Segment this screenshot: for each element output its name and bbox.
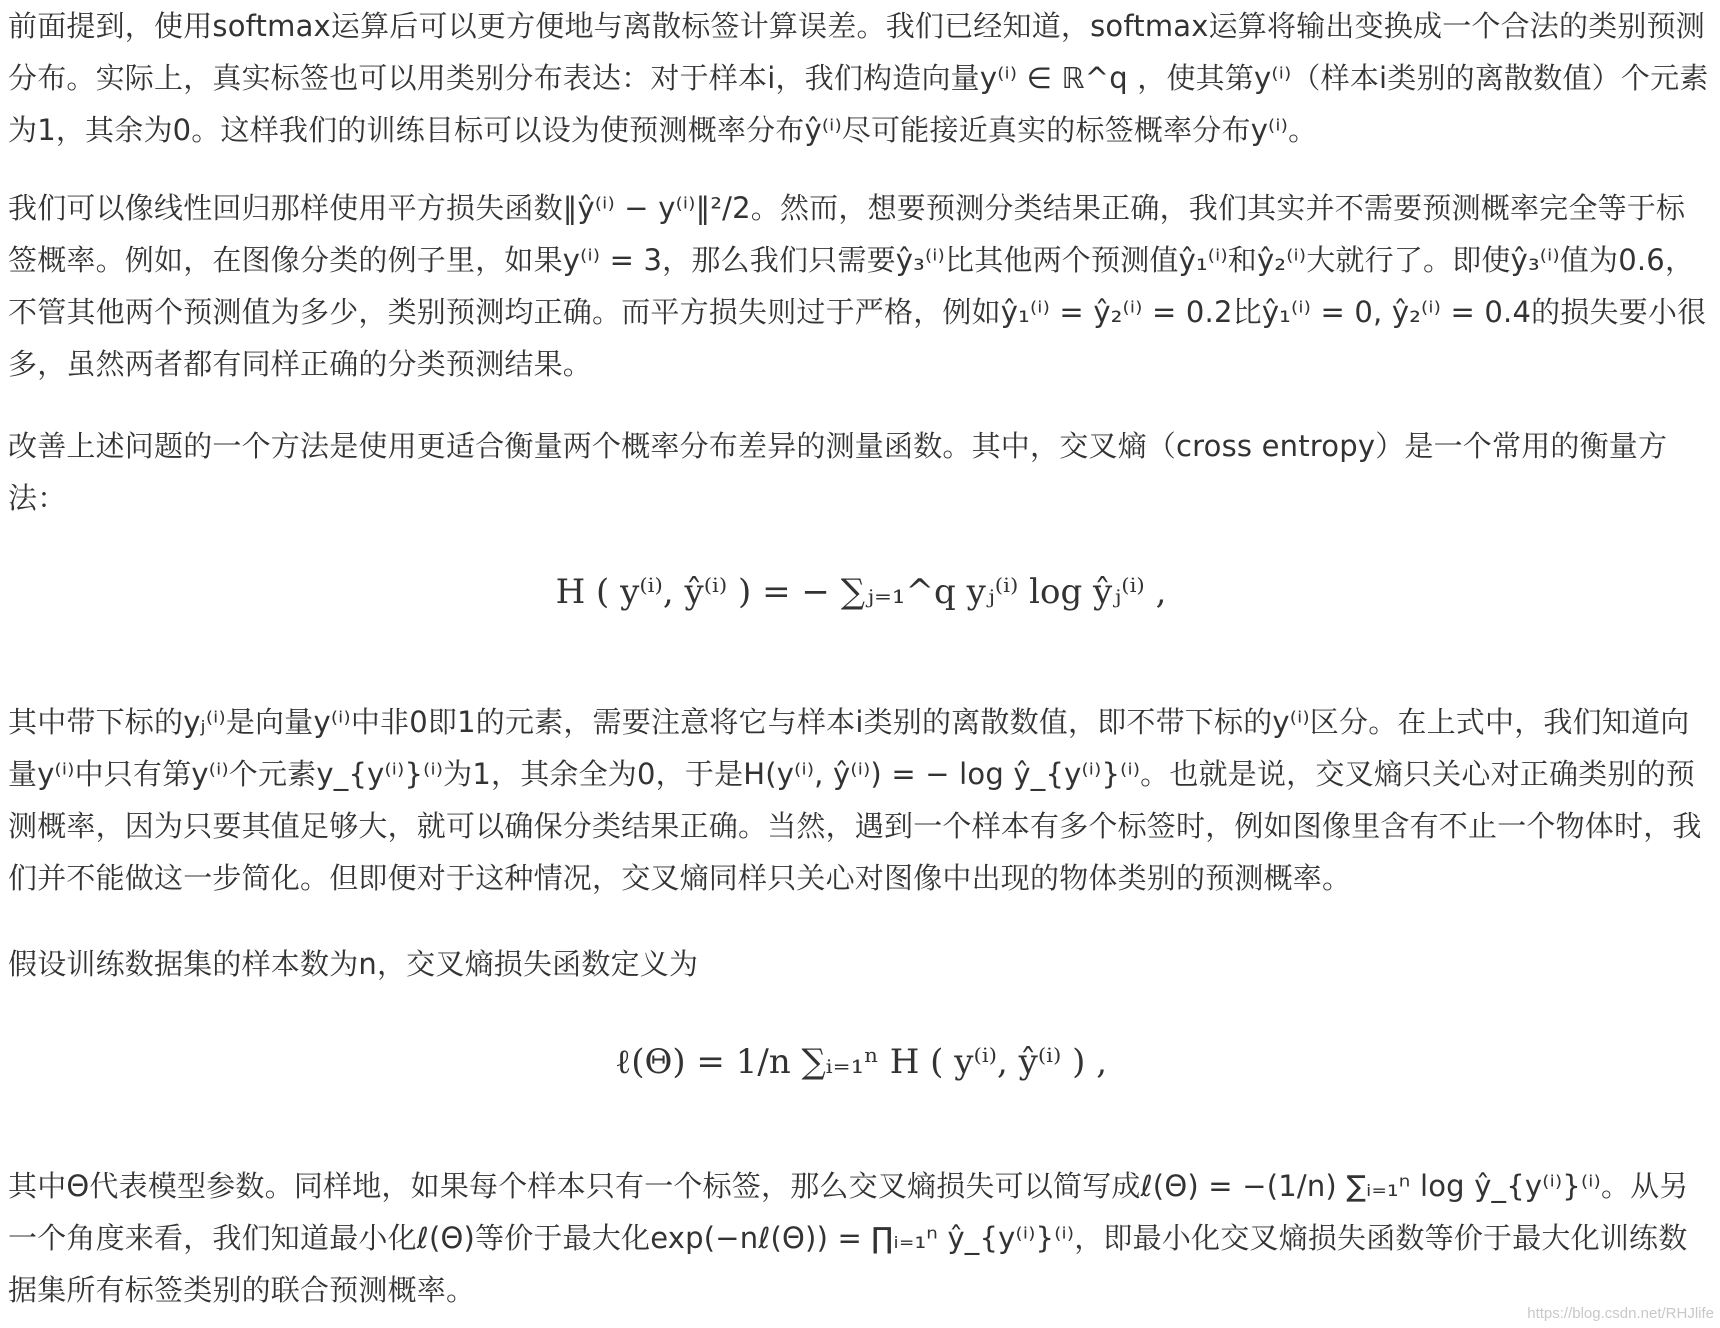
paragraph-softmax-labels: 前面提到，使用softmax运算后可以更方便地与离散标签计算误差。我们已经知道，softmax运算将输出变换成一个合法的类别预测分布。实际上，真实标签也可以用类别分布表达：对于样本i，我们构造向量y⁽ⁱ⁾ ∈ ℝ^q ，使其第y⁽ⁱ⁾（样本i类别的离散数值）个元素为1，其余为0。这样我们的训练目标可以设为使预测概率分布ŷ⁽ⁱ⁾尽可能接近真实的标签概率分布y⁽ⁱ⁾。	[8, 9, 1709, 147]
paragraph-loss-definition: 假设训练数据集的样本数为n，交叉熵损失函数定义为	[8, 947, 699, 981]
equation-cross-entropy: H ( y⁽ⁱ⁾, ŷ⁽ⁱ⁾ ) = − ∑ⱼ₌₁^q yⱼ⁽ⁱ⁾ log ŷⱼ⁽ⁱ⁾ ,	[555, 572, 1167, 612]
watermark: https://blog.csdn.net/RHJlife	[1527, 1305, 1714, 1322]
paragraph-cross-entropy-explanation: 其中带下标的yⱼ⁽ⁱ⁾是向量y⁽ⁱ⁾中非0即1的元素，需要注意将它与样本i类别的离散数值，即不带下标的y⁽ⁱ⁾区分。在上式中，我们知道向量y⁽ⁱ⁾中只有第y⁽ⁱ⁾个元素y_{y⁽ⁱ⁾}⁽ⁱ⁾为1，其余全为0，于是H(y⁽ⁱ⁾, ŷ⁽ⁱ⁾) = − log ŷ_{y⁽ⁱ⁾}⁽ⁱ⁾。也就是说，交叉熵只关心对正确类别的预测概率，因为只要其值足够大，就可以确保分类结果正确。当然，遇到一个样本有多个标签时，例如图像里含有不止一个物体时，我们并不能做这一步简化。但即便对于这种情况，交叉熵同样只关心对图像中出现的物体类别的预测概率。	[8, 705, 1702, 895]
paragraph-squared-loss: 我们可以像线性回归那样使用平方损失函数‖ŷ⁽ⁱ⁾ − y⁽ⁱ⁾‖²/2。然而，想要预测分类结果正确，我们其实并不需要预测概率完全等于标签概率。例如，在图像分类的例子里，如果y⁽ⁱ⁾ = 3，那么我们只需要ŷ₃⁽ⁱ⁾比其他两个预测值ŷ₁⁽ⁱ⁾和ŷ₂⁽ⁱ⁾大就行了。即使ŷ₃⁽ⁱ⁾值为0.6，不管其他两个预测值为多少，类别预测均正确。而平方损失则过于严格，例如ŷ₁⁽ⁱ⁾ = ŷ₂⁽ⁱ⁾ = 0.2比ŷ₁⁽ⁱ⁾ = 0, ŷ₂⁽ⁱ⁾ = 0.4的损失要小很多，虽然两者都有同样正确的分类预测结果。	[8, 191, 1707, 381]
paragraph-model-parameters: 其中Θ代表模型参数。同样地，如果每个样本只有一个标签，那么交叉熵损失可以简写成ℓ(Θ) = −(1/n) ∑ᵢ₌₁ⁿ log ŷ_{y⁽ⁱ⁾}⁽ⁱ⁾。从另一个角度来看，我们知道最小化ℓ(Θ)等价于最大化exp(−nℓ(Θ)) = ∏ᵢ₌₁ⁿ ŷ_{y⁽ⁱ⁾}⁽ⁱ⁾，即最小化交叉熵损失函数等价于最大化训练数据集所有标签类别的联合预测概率。	[8, 1169, 1689, 1307]
paragraph-cross-entropy-intro: 改善上述问题的一个方法是使用更适合衡量两个概率分布差异的测量函数。其中，交叉熵（cross entropy）是一个常用的衡量方法：	[8, 429, 1668, 515]
equation-loss-function: ℓ(Θ) = 1/n ∑ᵢ₌₁ⁿ H ( y⁽ⁱ⁾, ŷ⁽ⁱ⁾ ) ,	[614, 1042, 1108, 1082]
